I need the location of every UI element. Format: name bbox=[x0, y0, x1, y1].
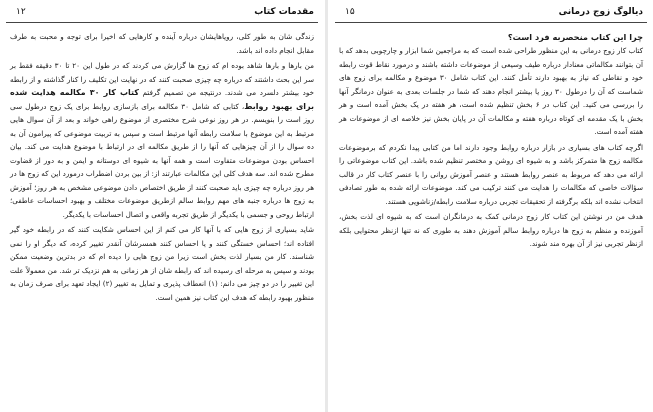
paragraph: کتاب کار زوج درمانی به این منظور طراحی شده است که به مراجعین شما ابزار و چارچوبی بدهد که با آن بتوانند مکالماتی معنادار درباره طیف وسیعی از موضوعات داشته باشند و درمورد نقاط قوت رابطه خود و نقاطی که نیاز به بهبود دارند تأمل کنند. این کتاب شامل ۳۰ موضوع و مکالمه برای زوج های شماست که آن را درطول ۳۰ روز یا بیشتر انجام دهند که شما در جلسات بعدی به عنوان درمانگر آنها را بررسی می کنید. این کتاب در ۶ بخش تنظیم شده است، هر هفته در یک بخش آمده است و هر بخش با یک مقدمه ای کوتاه درباره هفته و مکالمات آن در پایان بخش نیز خلاصه ای از موضوعات هر هفته آمده است. bbox=[339, 46, 643, 136]
paragraph-text: ، کتابی که شامل ۳۰ مکالمه برای بازسازی روابط برای یک زوج درطول سی روز است را بنویسم. در هر روز نوعی شرح مختصری از موضوع راهی خواند و بعد از آن سوال هایی مرتبط به این موضوع با سلامت رابطه آنها مرتبط است و سپس به تربیت موضوعی که پیرامون آن به ده سوال را از آن چیزهایی که آنها را از طریق مکالمه ای در ارتباط با موضوع هدایت می کند. بیان احساس بودن موضوعات متفاوت است و همه آنها به شیوه ای دوستانه و ایمن و به دور از قضاوت مطرح شده اند. سه هدف کلی این مکالمات عبارتند از: از بین بردن اضطراب درمورد این که زوج ها در هر روز درباره چه چیزی باید صحبت کنند از طریق اختصاص دادن موضوعی مشخص به هر روز؛ آموزش به زوج ها درباره جنبه های مهم روابط سالم ازطریق موضوعات مختلف و بهبود احساسات عاطفی؛ ارتباط روحی و جسمی با یکدیگر از طریق تجربه واقعی و اتصال احساسات با یکدیگر. bbox=[10, 101, 314, 219]
left-page-header bbox=[6, 6, 318, 23]
book-gutter bbox=[325, 0, 328, 412]
right-page-number: ۱۵ bbox=[345, 7, 355, 17]
paragraph bbox=[10, 59, 314, 221]
paragraph-text: من بارها و بارها شاهد بوده ام که زوج ها گزارش می کردند که در طول این ۲۰ تا ۳۰ دقیقه فقط بر سر این بحث داشتند که درباره چه چیزی صحبت کنند که در نهایت این تکلیف را کنار گذاشته و از رابطه خود بیشتر دلسرد می شدند. درنتیجه من تصمیم گرفتم bbox=[10, 61, 314, 97]
left-page-body bbox=[10, 30, 314, 304]
section-heading: چرا این کتاب منحصربه فرد است؟ bbox=[507, 32, 643, 42]
left-page bbox=[6, 0, 318, 412]
right-page-header bbox=[335, 6, 647, 23]
right-page bbox=[335, 0, 647, 412]
left-page-running-title: مقدمات کتاب bbox=[254, 7, 314, 17]
paragraph: هدف من در نوشتن این کتاب کار زوج درمانی کمک به درمانگران است که به شیوه ای لذت بخش، آموزنده و منظم به زوج ها درباره روابط سالم آموزش دهند به طوری که نه تنها ازنظر محتوایی بلکه ازنظر تجربی نیز از آن بهره مند شوند. bbox=[339, 212, 643, 248]
left-page-number: ۱۲ bbox=[16, 7, 26, 17]
paragraph: زندگی شان به طور کلی، رویاهایشان درباره آینده و کارهایی که اخیرا برای توجه و محبت به طرف مقابل انجام داده اند باشد. bbox=[10, 32, 314, 55]
book-title-bold: کتاب کار ۳۰ مکالمه هدایت شده برای بهبود روابط bbox=[10, 88, 314, 111]
paragraph: شاید بسیاری از زوج هایی که با آنها کار می کنم از این احساس شکایت کنند که در رابطه خود گیر افتاده اند؛ احساس خستگی کنند و یا احساس کنند همسرشان آنقدر تغییر کرده، که دیگر او را نمی شناسند. کار من بسیار لذت بخش است زیرا من زوج هایی را دیده ام که در بدترین وضعیت ممکن بودند و سپس به مرحله ای رسیده اند که رابطه شان از هر زمانی به هم نزدیک تر شد. من معمولاً علت این تغییر را در دو چیز می دانم: (۱) انعطاف پذیری و تمایل به تغییر (۲) ایجاد تعهد برای صرف زمان به منظور بهبود رابطه که هدف این کتاب نیز همین است. bbox=[10, 225, 314, 302]
right-page-body bbox=[339, 30, 643, 251]
paragraph: اگرچه کتاب های بسیاری در بازار درباره روابط وجود دارند اما من کتابی پیدا نکردم که برموضوعات مکالمه زوج ها متمرکز باشد و به شیوه ای روشن و مختصر تنظیم شده باشد. این کتاب موضوعاتی را ارائه می دهد که مربوط به عنصر روابط هستند و عنصر آموزش روانی را با عنصر کتاب کار در قالب سؤالات خاصی که مکالمات را هدایت می کنند ترکیب می کند. موضوعات ارائه شده به طور تصادفی انتخاب نشده اند بلکه برگرفته از تحقیقات تجربی درباره سلامت رابطه/زناشویی هستند. bbox=[339, 142, 643, 206]
right-page-running-title: دیالوگ زوج درمانی bbox=[558, 7, 643, 17]
